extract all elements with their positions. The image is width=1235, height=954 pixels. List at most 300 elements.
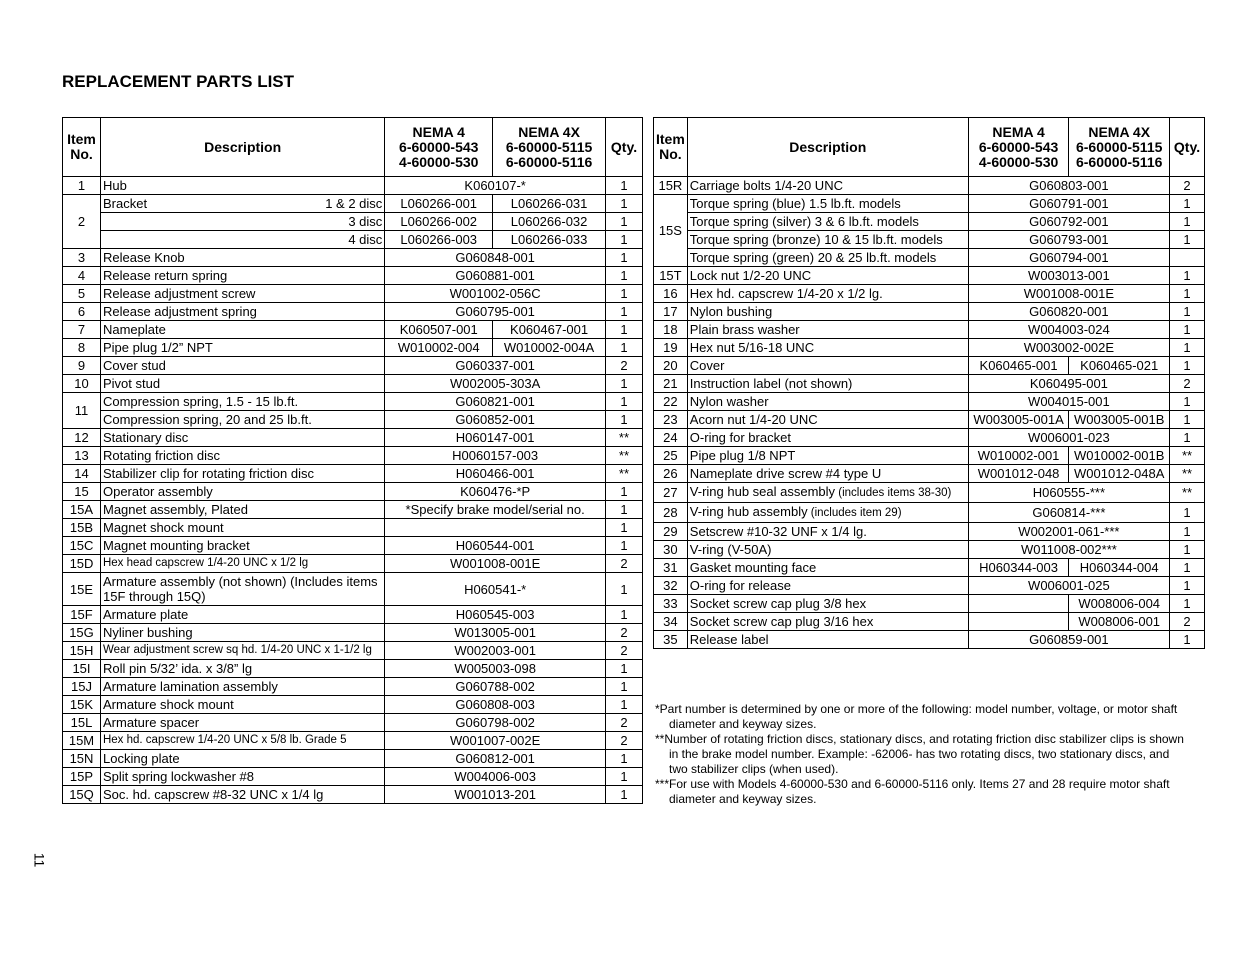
description: Cover (687, 357, 968, 375)
item-number: 15F (63, 606, 101, 624)
description: Locking plate (100, 750, 384, 768)
quantity: 1 (1170, 523, 1205, 541)
item-number: 15S (654, 195, 688, 267)
part-number: G060791-001 (968, 195, 1169, 213)
table-row (654, 483, 1205, 503)
table-row (654, 231, 1205, 249)
parts-table-left (62, 117, 643, 804)
quantity: 1 (605, 750, 642, 768)
quantity: 1 (1170, 321, 1205, 339)
table-row (654, 249, 1205, 267)
table-row (63, 501, 643, 519)
table-row (654, 177, 1205, 195)
page-title: REPLACEMENT PARTS LIST (62, 72, 295, 91)
description: Pipe plug 1/2” NPT (100, 339, 384, 357)
part-number: W006001-025 (968, 577, 1169, 595)
table-row (654, 285, 1205, 303)
item-number: 15E (63, 573, 101, 606)
description: Rotating friction disc (100, 447, 384, 465)
table-row (63, 339, 643, 357)
item-number: 2 (63, 195, 101, 249)
part-number (385, 519, 606, 537)
quantity: ** (605, 465, 642, 483)
table-row (63, 465, 643, 483)
part-number-nema4: W010002-004 (385, 339, 493, 357)
quantity: 1 (1170, 195, 1205, 213)
part-number: G060794-001 (968, 249, 1169, 267)
quantity: 1 (605, 249, 642, 267)
description: Socket screw cap plug 3/16 hex (687, 613, 968, 631)
part-number: G060808-003 (385, 696, 606, 714)
description: Magnet assembly, Plated (100, 501, 384, 519)
description: O-ring for release (687, 577, 968, 595)
quantity: 1 (1170, 595, 1205, 613)
quantity: 2 (605, 732, 642, 750)
table-row (63, 624, 643, 642)
footnote: **Number of rotating friction discs, stationary discs, and rotating friction disc stabilizer clips is shown in the brake model number. Example: -62006- has two rotating discs, two stationary discs, and two stabilizer clips (when used). (655, 732, 1184, 776)
quantity: ** (605, 429, 642, 447)
quantity: 2 (605, 624, 642, 642)
footnote: *Part number is determined by one or more of the following: model number, voltage, or motor shaft diameter and keyway sizes. (655, 702, 1178, 731)
description: Nylon washer (687, 393, 968, 411)
item-number: 14 (63, 465, 101, 483)
table-row (654, 613, 1205, 631)
description (100, 195, 384, 213)
table-row (63, 696, 643, 714)
description: Release Knob (100, 249, 384, 267)
header-description: Description (100, 118, 384, 177)
header-qty: Qty. (1170, 118, 1205, 177)
table-row (63, 357, 643, 375)
table-row (654, 393, 1205, 411)
part-number-nema4x: W001012-048A (1069, 465, 1170, 483)
description: O-ring for bracket (687, 429, 968, 447)
description: Roll pin 5/32’ ida. x 3/8” lg (100, 660, 384, 678)
description (100, 213, 384, 231)
table-row (63, 267, 643, 285)
table-row (63, 606, 643, 624)
quantity: 1 (605, 660, 642, 678)
quantity: 2 (1170, 375, 1205, 393)
table-row (654, 523, 1205, 541)
description: Torque spring (blue) 1.5 lb.ft. models (687, 195, 968, 213)
bracket-variant: 3 disc (348, 214, 383, 229)
description: Socket screw cap plug 3/8 hex (687, 595, 968, 613)
table-row (63, 321, 643, 339)
quantity: ** (1170, 465, 1205, 483)
table-row (654, 429, 1205, 447)
description: Stationary disc (100, 429, 384, 447)
part-number-nema4x: K060467-001 (493, 321, 606, 339)
description (100, 231, 384, 249)
quantity: 1 (1170, 213, 1205, 231)
table-row (63, 786, 643, 804)
part-number: G060792-001 (968, 213, 1169, 231)
quantity: 1 (1170, 231, 1205, 249)
quantity (1170, 249, 1205, 267)
description: Pipe plug 1/8 NPT (687, 447, 968, 465)
description: Hub (100, 177, 384, 195)
part-number-nema4 (968, 613, 1069, 631)
item-number: 25 (654, 447, 688, 465)
item-number: 27 (654, 483, 688, 503)
description: Magnet shock mount (100, 519, 384, 537)
description: Split spring lockwasher #8 (100, 768, 384, 786)
header-nema4x: NEMA 4X 6-60000-5115 6-60000-5116 (1069, 118, 1170, 177)
part-number: G060798-002 (385, 714, 606, 732)
part-number-nema4x: W008006-001 (1069, 613, 1170, 631)
quantity: 1 (605, 267, 642, 285)
table-row (654, 447, 1205, 465)
part-number: H060555-*** (968, 483, 1169, 503)
item-number: 22 (654, 393, 688, 411)
part-number-nema4x: L060266-033 (493, 231, 606, 249)
item-number: 15H (63, 642, 101, 660)
part-number-nema4x: W008006-004 (1069, 595, 1170, 613)
description: Nameplate (100, 321, 384, 339)
part-number: G060788-002 (385, 678, 606, 696)
item-number: 10 (63, 375, 101, 393)
item-number: 19 (654, 339, 688, 357)
quantity: 1 (1170, 357, 1205, 375)
part-number: W001008-001E (968, 285, 1169, 303)
description: Hex hd. capscrew 1/4-20 x 1/2 lg. (687, 285, 968, 303)
item-number: 9 (63, 357, 101, 375)
quantity: ** (605, 447, 642, 465)
item-number: 15R (654, 177, 688, 195)
part-number: H060466-001 (385, 465, 606, 483)
description: Nylon bushing (687, 303, 968, 321)
item-number: 1 (63, 177, 101, 195)
item-number: 21 (654, 375, 688, 393)
part-number: G060814-*** (968, 503, 1169, 523)
quantity: 1 (605, 393, 642, 411)
quantity: 1 (605, 195, 642, 213)
description: Gasket mounting face (687, 559, 968, 577)
table-row (63, 213, 643, 231)
description: Release adjustment spring (100, 303, 384, 321)
item-number: 20 (654, 357, 688, 375)
quantity: 2 (605, 642, 642, 660)
part-number: W002005-303A (385, 375, 606, 393)
table-row (63, 660, 643, 678)
quantity: 1 (605, 606, 642, 624)
part-number: W003013-001 (968, 267, 1169, 285)
part-number: W013005-001 (385, 624, 606, 642)
description-note: (includes items 38-30) (835, 487, 952, 499)
part-number: G060812-001 (385, 750, 606, 768)
item-number: 15G (63, 624, 101, 642)
item-number: 5 (63, 285, 101, 303)
quantity: 1 (605, 411, 642, 429)
description: Torque spring (green) 20 & 25 lb.ft. models (687, 249, 968, 267)
description: Pivot stud (100, 375, 384, 393)
description: Setscrew #10-32 UNF x 1/4 lg. (687, 523, 968, 541)
item-number: 8 (63, 339, 101, 357)
table-row (63, 678, 643, 696)
table-row (63, 393, 643, 411)
part-number: W001002-056C (385, 285, 606, 303)
part-number: G060852-001 (385, 411, 606, 429)
quantity: 1 (605, 483, 642, 501)
quantity: 1 (1170, 339, 1205, 357)
item-number: 15L (63, 714, 101, 732)
item-number: 7 (63, 321, 101, 339)
header-item: Item No. (63, 118, 101, 177)
quantity: 2 (605, 357, 642, 375)
part-number-nema4: W001012-048 (968, 465, 1069, 483)
description: Instruction label (not shown) (687, 375, 968, 393)
quantity: ** (1170, 447, 1205, 465)
item-number: 32 (654, 577, 688, 595)
item-number: 15J (63, 678, 101, 696)
part-number-nema4: K060465-001 (968, 357, 1069, 375)
table-row (654, 465, 1205, 483)
part-number: G060821-001 (385, 393, 606, 411)
parts-table-right (653, 117, 1205, 649)
item-number: 13 (63, 447, 101, 465)
quantity: 1 (1170, 577, 1205, 595)
quantity: 1 (605, 678, 642, 696)
part-number-nema4x: K060465-021 (1069, 357, 1170, 375)
item-number: 17 (654, 303, 688, 321)
table-row (63, 483, 643, 501)
part-number-nema4x: W003005-001B (1069, 411, 1170, 429)
description: Nyliner bushing (100, 624, 384, 642)
part-number-nema4x: L060266-031 (493, 195, 606, 213)
table-row (654, 559, 1205, 577)
table-row (654, 375, 1205, 393)
quantity: 1 (605, 231, 642, 249)
part-number-nema4: H060344-003 (968, 559, 1069, 577)
table-row (654, 213, 1205, 231)
quantity: 1 (605, 321, 642, 339)
part-number-nema4: W010002-001 (968, 447, 1069, 465)
table-row (63, 537, 643, 555)
part-number-nema4 (968, 595, 1069, 613)
part-number-nema4: L060266-002 (385, 213, 493, 231)
quantity: 1 (605, 285, 642, 303)
description: Release return spring (100, 267, 384, 285)
part-number-nema4x: H060344-004 (1069, 559, 1170, 577)
part-number: H060544-001 (385, 537, 606, 555)
description: Hex head capscrew 1/4-20 UNC x 1/2 lg (100, 555, 384, 573)
quantity: 1 (1170, 631, 1205, 649)
table-row (63, 285, 643, 303)
part-number: W004003-024 (968, 321, 1169, 339)
part-number: W001008-001E (385, 555, 606, 573)
quantity: 1 (1170, 429, 1205, 447)
description: Hex nut 5/16-18 UNC (687, 339, 968, 357)
table-row (654, 195, 1205, 213)
table-row (63, 768, 643, 786)
quantity: 1 (1170, 503, 1205, 523)
quantity: 1 (605, 537, 642, 555)
item-number: 30 (654, 541, 688, 559)
quantity: 1 (1170, 393, 1205, 411)
item-number: 28 (654, 503, 688, 523)
description: Armature shock mount (100, 696, 384, 714)
item-number: 15Q (63, 786, 101, 804)
description-note: (includes item 29) (807, 507, 902, 519)
description: Release adjustment screw (100, 285, 384, 303)
item-number: 23 (654, 411, 688, 429)
part-number: H060545-003 (385, 606, 606, 624)
item-number: 15B (63, 519, 101, 537)
part-number-nema4x: W010002-004A (493, 339, 606, 357)
description: Magnet mounting bracket (100, 537, 384, 555)
part-number: G060337-001 (385, 357, 606, 375)
part-number: W011008-002*** (968, 541, 1169, 559)
quantity: ** (1170, 483, 1205, 503)
description: Hex hd. capscrew 1/4-20 UNC x 5/8 lb. Grade 5 (100, 732, 384, 750)
part-number: W004006-003 (385, 768, 606, 786)
part-number: K060495-001 (968, 375, 1169, 393)
part-number: W003002-002E (968, 339, 1169, 357)
part-number-nema4x: L060266-032 (493, 213, 606, 231)
table-row (654, 541, 1205, 559)
item-number: 15P (63, 768, 101, 786)
table-row (63, 195, 643, 213)
item-number: 15C (63, 537, 101, 555)
part-number: W004015-001 (968, 393, 1169, 411)
quantity: 1 (1170, 411, 1205, 429)
description: Carriage bolts 1/4-20 UNC (687, 177, 968, 195)
table-row (63, 732, 643, 750)
quantity: 2 (605, 555, 642, 573)
description: Torque spring (bronze) 10 & 15 lb.ft. models (687, 231, 968, 249)
bracket-label: Bracket (102, 196, 148, 211)
table-row (654, 503, 1205, 523)
table-row (654, 339, 1205, 357)
quantity: 1 (605, 786, 642, 804)
part-number-nema4x: W010002-001B (1069, 447, 1170, 465)
table-row (654, 577, 1205, 595)
page-number: 11 (31, 852, 48, 868)
table-row (63, 303, 643, 321)
description: Armature spacer (100, 714, 384, 732)
quantity: 1 (605, 213, 642, 231)
table-row (63, 642, 643, 660)
table-row (63, 714, 643, 732)
item-number: 15K (63, 696, 101, 714)
part-number: G060803-001 (968, 177, 1169, 195)
item-number: 15I (63, 660, 101, 678)
table-row (654, 595, 1205, 613)
table-row (63, 519, 643, 537)
description: Plain brass washer (687, 321, 968, 339)
description: Armature plate (100, 606, 384, 624)
part-number-nema4: W003005-001A (968, 411, 1069, 429)
description: V-ring (V-50A) (687, 541, 968, 559)
description: Wear adjustment screw sq hd. 1/4-20 UNC x 1-1/2 lg (100, 642, 384, 660)
part-number: G060848-001 (385, 249, 606, 267)
item-number: 15D (63, 555, 101, 573)
part-number: W001007-002E (385, 732, 606, 750)
quantity: 1 (1170, 267, 1205, 285)
table-row (63, 231, 643, 249)
table-row (63, 447, 643, 465)
table-row (63, 177, 643, 195)
part-number: G060820-001 (968, 303, 1169, 321)
table-row (654, 411, 1205, 429)
header-item: Item No. (654, 118, 688, 177)
item-number: 18 (654, 321, 688, 339)
part-number-nema4: K060507-001 (385, 321, 493, 339)
part-number-nema4: L060266-001 (385, 195, 493, 213)
table-row (63, 750, 643, 768)
header-nema4: NEMA 4 6-60000-543 4-60000-530 (385, 118, 493, 177)
quantity: 1 (605, 573, 642, 606)
quantity: 1 (605, 696, 642, 714)
part-number: W006001-023 (968, 429, 1169, 447)
item-number: 26 (654, 465, 688, 483)
bracket-variant: 4 disc (348, 232, 383, 247)
quantity: 1 (605, 339, 642, 357)
part-number: H0060157-003 (385, 447, 606, 465)
description: V-ring hub assembly (includes item 29) (687, 503, 968, 523)
footnotes (655, 702, 1185, 807)
item-number: 33 (654, 595, 688, 613)
header-description: Description (687, 118, 968, 177)
description: Nameplate drive screw #4 type U (687, 465, 968, 483)
table-row (654, 357, 1205, 375)
part-number: G060793-001 (968, 231, 1169, 249)
description: V-ring hub seal assembly (includes items 38-30) (687, 483, 968, 503)
part-number-nema4: L060266-003 (385, 231, 493, 249)
part-number: W005003-098 (385, 660, 606, 678)
item-number: 31 (654, 559, 688, 577)
table-row (63, 555, 643, 573)
part-number: G060795-001 (385, 303, 606, 321)
part-number: W002003-001 (385, 642, 606, 660)
description: Armature assembly (not shown) (Includes items 15F through 15Q) (100, 573, 384, 606)
item-number: 11 (63, 393, 101, 429)
item-number: 4 (63, 267, 101, 285)
item-number: 35 (654, 631, 688, 649)
quantity: 1 (1170, 559, 1205, 577)
part-number: *Specify brake model/serial no. (385, 501, 606, 519)
description: Operator assembly (100, 483, 384, 501)
quantity: 1 (605, 177, 642, 195)
item-number: 34 (654, 613, 688, 631)
table-row (63, 411, 643, 429)
description: Cover stud (100, 357, 384, 375)
header-nema4x: NEMA 4X 6-60000-5115 6-60000-5116 (493, 118, 606, 177)
table-row (654, 631, 1205, 649)
quantity: 1 (605, 768, 642, 786)
part-number: G060881-001 (385, 267, 606, 285)
table-row (63, 429, 643, 447)
quantity: 1 (605, 303, 642, 321)
item-number: 15 (63, 483, 101, 501)
item-number: 6 (63, 303, 101, 321)
table-row (654, 321, 1205, 339)
bracket-variant: 1 & 2 disc (325, 196, 383, 211)
description: Soc. hd. capscrew #8-32 UNC x 1/4 lg (100, 786, 384, 804)
quantity: 2 (1170, 613, 1205, 631)
part-number: K060476-*P (385, 483, 606, 501)
item-number: 12 (63, 429, 101, 447)
table-row (63, 573, 643, 606)
header-nema4: NEMA 4 6-60000-543 4-60000-530 (968, 118, 1069, 177)
quantity: 1 (1170, 285, 1205, 303)
description: Stabilizer clip for rotating friction disc (100, 465, 384, 483)
part-number: W002001-061-*** (968, 523, 1169, 541)
item-number: 29 (654, 523, 688, 541)
quantity: 1 (605, 375, 642, 393)
item-number: 3 (63, 249, 101, 267)
